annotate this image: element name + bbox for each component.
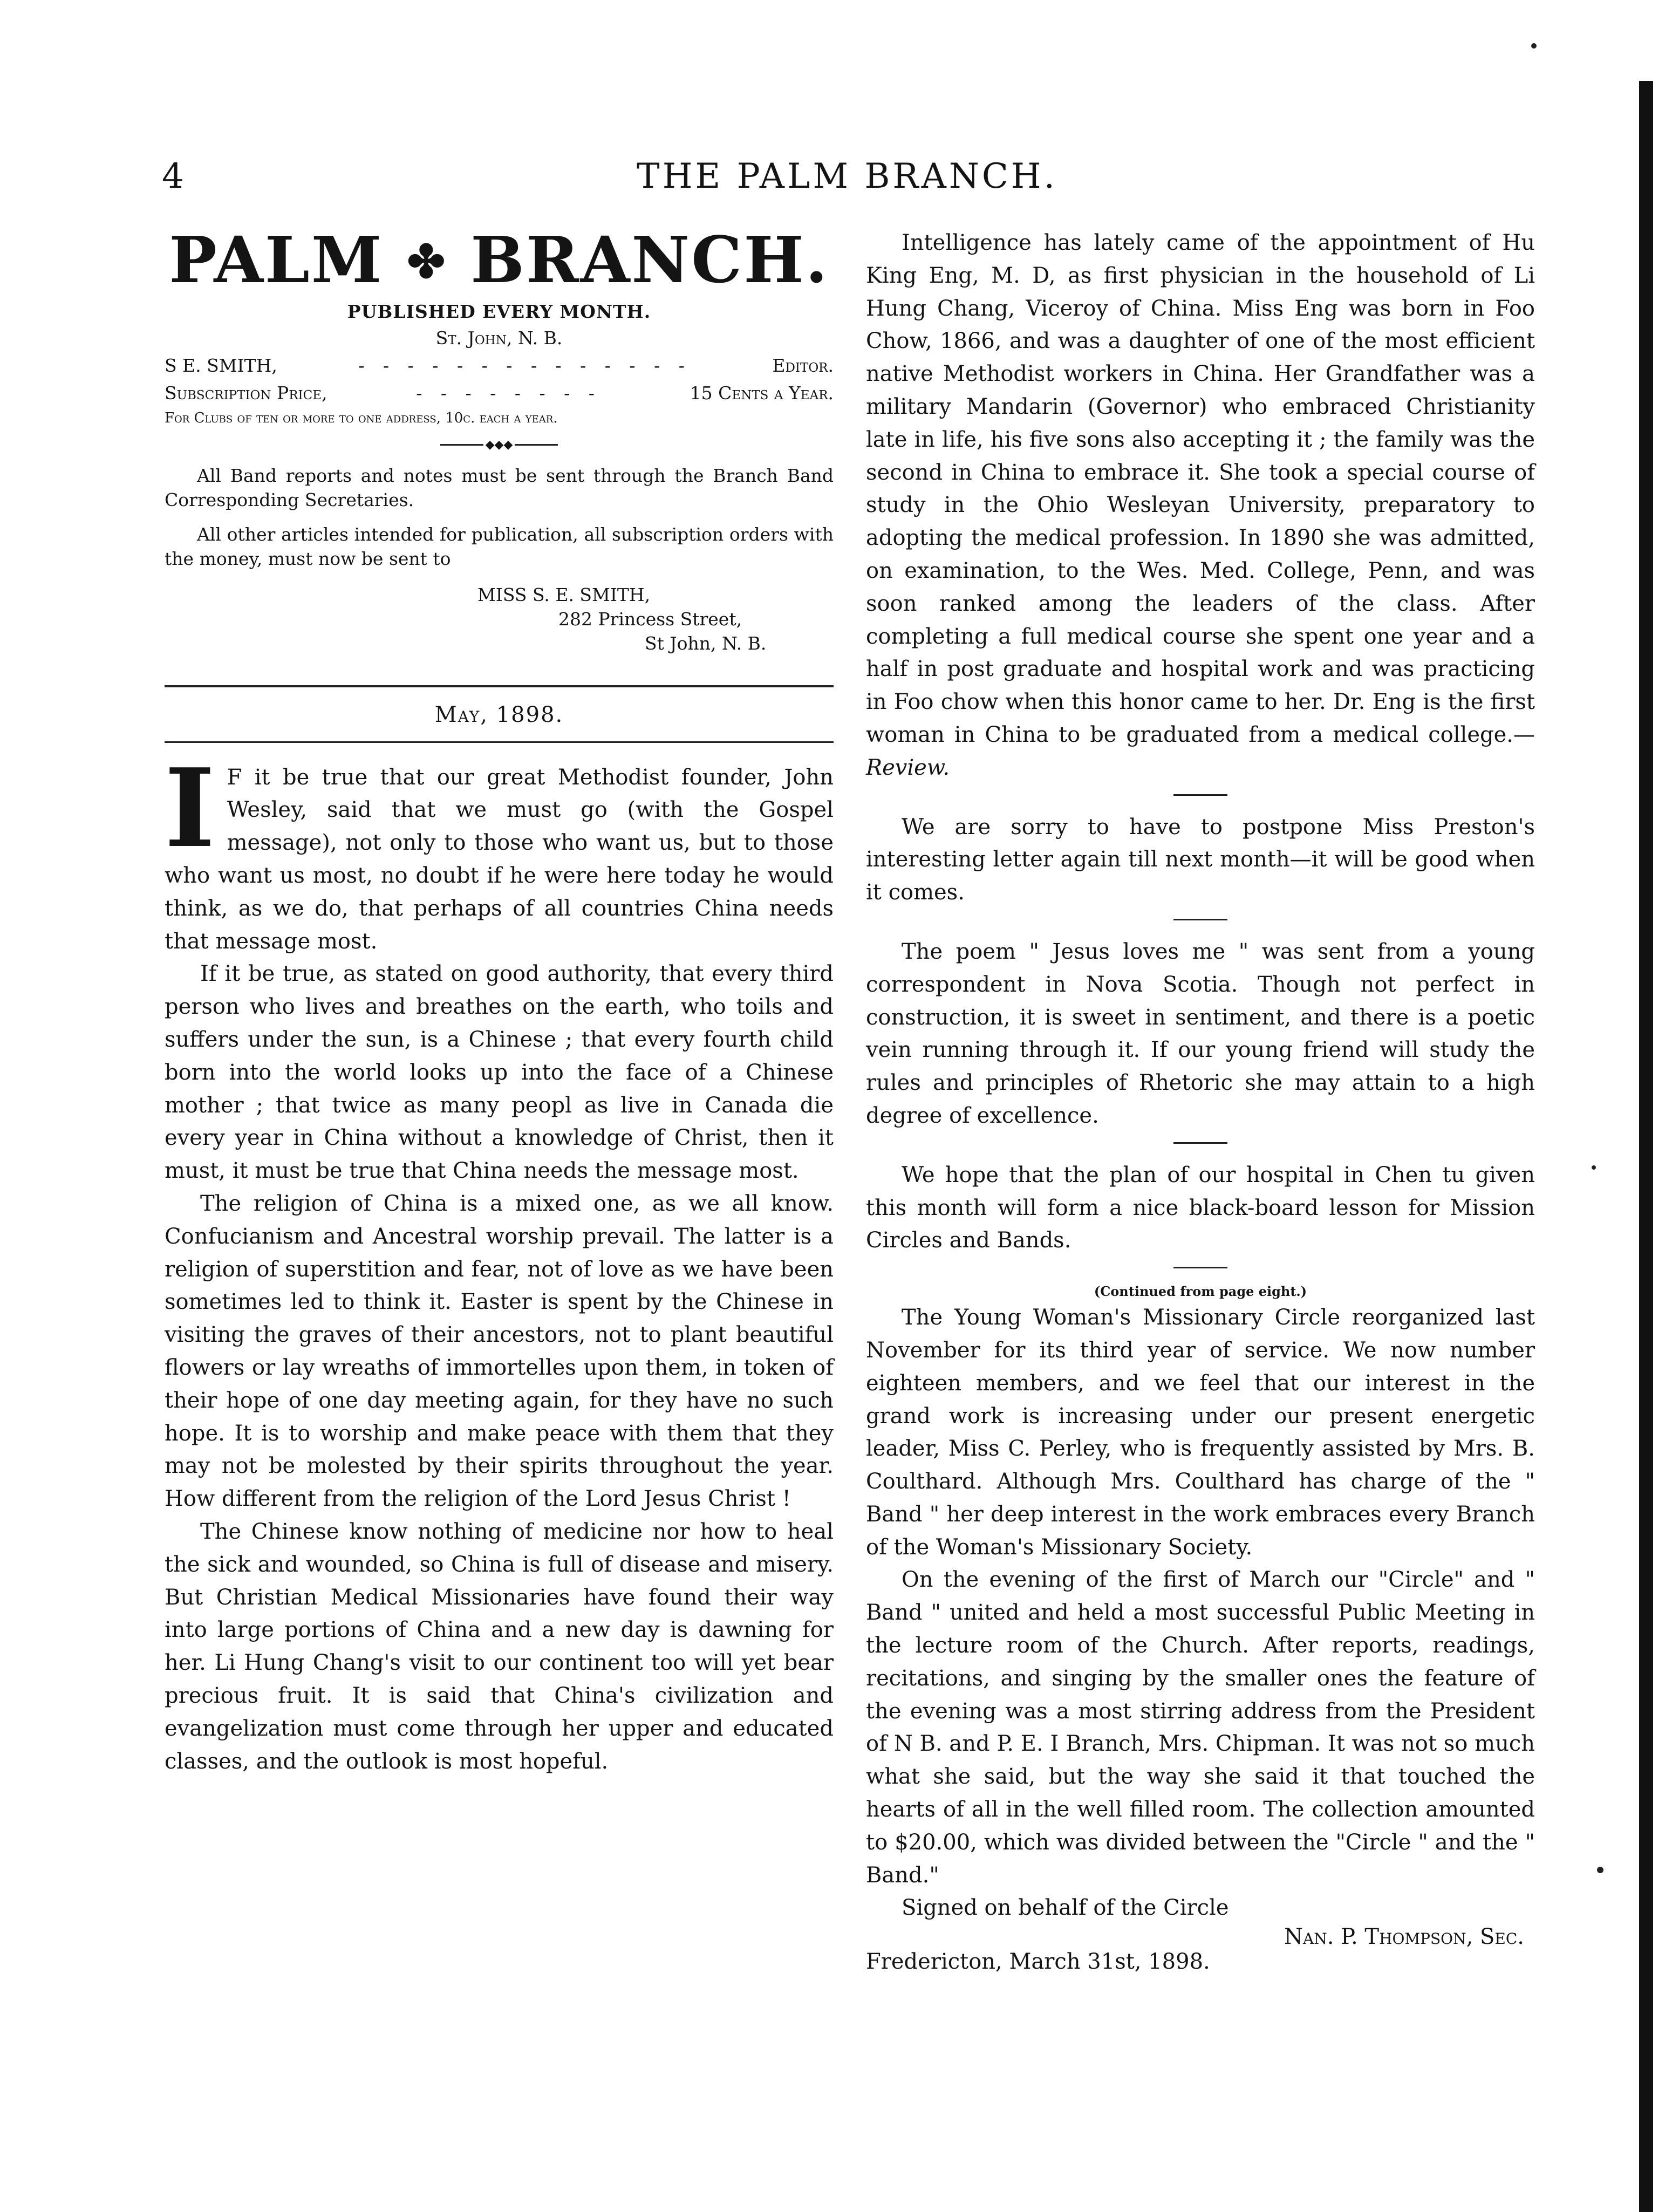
signer-name: Nan. P. Thompson, Sec. — [1284, 1924, 1524, 1950]
running-header — [162, 156, 1532, 205]
editor-row — [165, 355, 834, 376]
article-paragraph: The religion of China is a mixed one, as we all know. Confucianism and Ancestral worship prevail. The latter is a religion of superstition and fear, not of love as we have been sometimes led to think it. Easter is spent by the Chinese in visiting the graves of their ancestors, not to plant beautiful flowers or lay wreaths of immortelles upon them, in token of their hope of one day meeting again, for they have no such hope. It is to worship and make peace with them that they may not be molested by their spirits throughout the year. How different from the religion of the Lord Jesus Christ ! — [165, 1191, 834, 1512]
short-rule — [1173, 1267, 1227, 1268]
page-number: 4 — [162, 156, 184, 196]
circle-paragraph: On the evening of the first of March our "Circle" and " Band " united and held a most successful Public Meeting in the lecture room of the Church. After reports, readings, recitations, and singing by the smaller ones the feature of the evening was a most stirring address from the President of N B. and P. E. I Branch, Mrs. Chipman. It was not so much what she said, but the way she said it that touched the hearts of all in the well filled room. The collection amounted to $20.00, which was divided between the "Circle " and the " Band." — [866, 1567, 1535, 1888]
masthead-title-left: PALM — [169, 222, 384, 297]
leader-dots: - - - - - - - - — [416, 382, 601, 404]
address-street: 282 Princess Street, — [558, 608, 742, 630]
signed-line: Signed on behalf of the Circle — [902, 1895, 1229, 1921]
scan-edge-bar — [1639, 81, 1653, 2212]
signature-date: Fredericton, March 31st, 1898. — [866, 1949, 1210, 1975]
eng-text: Intelligence has lately came of the appointment of Hu King Eng, M. D, as first physician in the household of Li Hung Chang, Viceroy of China. Miss Eng was born in Foo Chow, 1866, and was a daughter of one of the most efficient native Methodist workers in China. Her Grandfather was a military Mandarin (Governor) who embraced Christianity late in life, his five sons also accepting it ; the family was the second in China to embrace it. She took a special course of study in the Ohio Wesleyan University, preparatory to adopting the medical profession. In 1890 she was admitted, on examination, to the Wes. Med. College, Penn, and was soon ranked among the leaders of the class. After completing a full medical course she spent one year and a half in post graduate and hospital work and was practicing in Foo chow when this honor came to her. Dr. Eng is the first woman in China to be graduated from a medical college.— — [866, 230, 1535, 747]
poem-paragraph: The poem " Jesus loves me " was sent from a young correspondent in Nova Scotia. Though not perfect in construction, it is sweet in sentiment, and there is a poetic vein running through it. If our young friend will study the rules and principles of Rhetoric she may attain to a high degree of excellence. — [866, 939, 1535, 1128]
address-name: MISS S. E. SMITH, — [477, 584, 651, 606]
articles-notice: All other articles intended for publication, all subscription orders with the money, must now be sent to — [165, 523, 834, 570]
circle-paragraph: The Young Woman's Missionary Circle reorganized last November for its third year of service. We now number eighteen members, and we feel that our interest in the grand work is increasing under our present energetic leader, Miss C. Perley, who is frequently assisted by Mrs. B. Coulthard. Although Mrs. Coulthard has charge of the " Band " her deep interest in the work embraces every Branch of the Woman's Missionary Society. — [866, 1305, 1535, 1560]
first-paragraph-text: F it be true that our great Methodist founder, John Wesley, said that we must go (with the Gospel message), not only to those who want us, but to those who want us most, no doubt if he were here today he would think, as we do, that perhaps of all countries China needs that message most. — [165, 764, 834, 954]
preston-paragraph: We are sorry to have to postpone Miss Preston's interesting letter again till next month—it will be good when it comes. — [866, 814, 1535, 905]
ornamental-rule: ◆◆◆ — [165, 438, 834, 452]
leader-dots: - - - - - - - - - - - - - - — [358, 354, 691, 376]
scan-speck — [1531, 43, 1537, 49]
address-city: St John, N. B. — [645, 632, 767, 654]
drop-cap-initial: I — [165, 745, 215, 872]
masthead-title-right: BRANCH. — [470, 222, 829, 297]
hospital-paragraph: We hope that the plan of our hospital in Chen tu given this month will form a nice black-board lesson for Mission Circles and Bands. — [866, 1162, 1535, 1253]
band-reports-notice: All Band reports and notes must be sent through the Branch Band Corresponding Secretaries. — [165, 465, 834, 511]
short-rule — [1173, 794, 1227, 796]
issue-date: May, 1898. — [434, 702, 564, 727]
continued-note: (Continued from page eight.) — [1094, 1283, 1307, 1300]
short-rule — [1173, 1142, 1227, 1144]
eng-source: Review. — [866, 755, 950, 780]
short-rule — [1173, 919, 1227, 920]
clubs-rate-line: For Clubs of ten or more to one address, 10c. each a year. — [165, 409, 558, 426]
masthead-title — [165, 222, 834, 297]
eng-paragraph — [866, 227, 1535, 784]
published-line: PUBLISHED EVERY MONTH. — [347, 301, 651, 322]
editor-role: Editor. — [772, 354, 834, 376]
subscription-row — [165, 383, 834, 404]
editor-name: S E. SMITH, — [165, 354, 277, 376]
article-first-paragraph — [165, 745, 834, 958]
editor-address — [165, 583, 834, 656]
left-column — [165, 222, 834, 1778]
scan-speck — [1592, 1165, 1596, 1170]
article-paragraph: The Chinese know nothing of medicine nor how to heal the sick and wounded, so China is full of disease and misery. But Christian Medical Missionaries have found their way into large portions of China and a new day is dawning for her. Li Hung Chang's visit to our continent too will yet bear precious fruit. It is said that China's civilization and evangelization must come through her upper and educated classes, and the outlook is most hopeful. — [165, 1519, 834, 1774]
publication-place: St. John, N. B. — [435, 327, 563, 349]
running-title: THE PALM BRANCH. — [637, 156, 1057, 196]
fleuron-ornament-icon: ✤ — [407, 235, 447, 289]
single-rule — [165, 741, 834, 743]
subscription-label: Subscription Price, — [165, 382, 327, 404]
scan-speck — [1597, 1867, 1603, 1873]
subscription-price: 15 Cents a Year. — [690, 382, 834, 404]
article-paragraph: If it be true, as stated on good authority, that every third person who lives and breathes on the earth, who toils and suffers under the sun, is a Chinese ; that every fourth child born into the world looks up into the face of a Chinese mother ; that twice as many peopl as live in Canada die every year in China without a knowledge of Christ, then it must, it must be true that China needs the message most. — [165, 961, 834, 1184]
right-column — [866, 227, 1535, 1974]
